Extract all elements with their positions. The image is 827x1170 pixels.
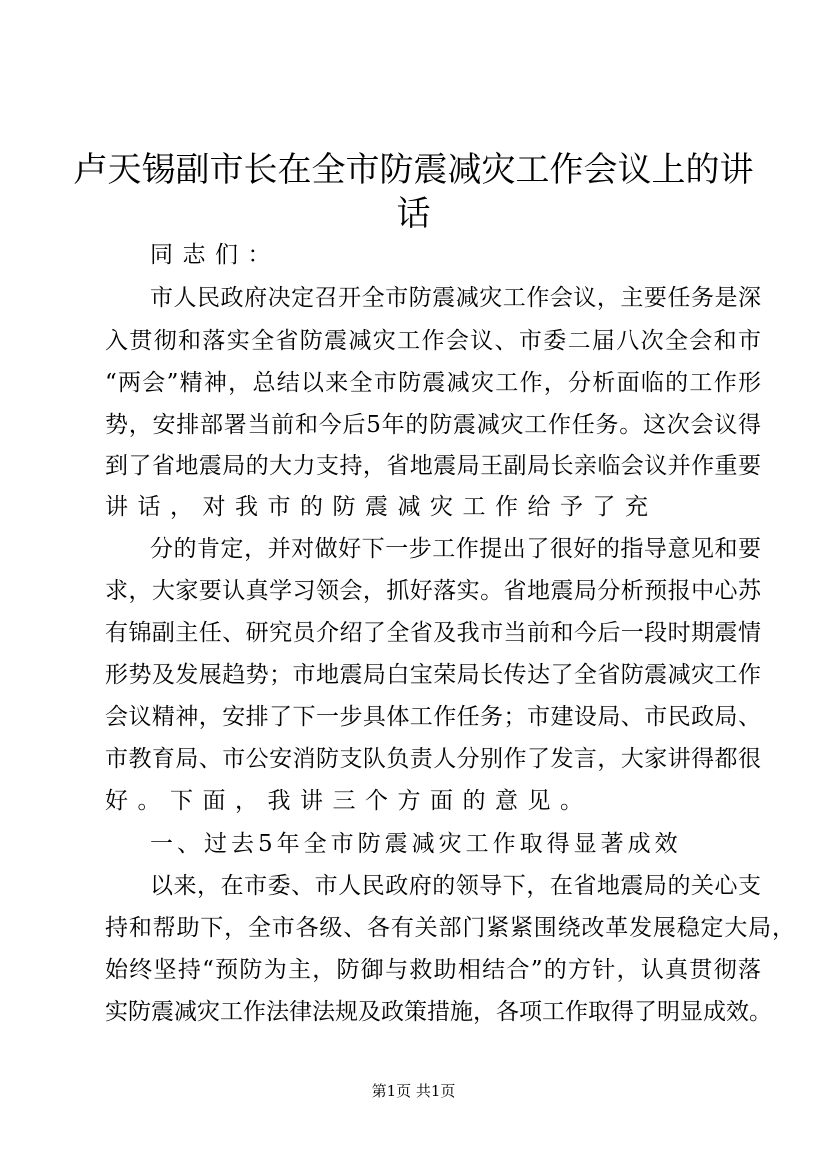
body-line: 会议精神，安排了下一步具体工作任务；市建设局、市民政局、 bbox=[105, 704, 761, 730]
body-line: 以来，在市委、市人民政府的领导下，在省地震局的关心支 bbox=[150, 873, 761, 899]
body-line: 好。下面，我讲三个方面的意见。 bbox=[105, 788, 593, 814]
body-line: 持和帮助下，全市各级、各有关部门紧紧围绕改革发展稳定大局， bbox=[105, 915, 795, 941]
body-line: 分的肯定，并对做好下一步工作提出了很好的指导意见和要 bbox=[150, 536, 761, 562]
body-line: 市教育局、市公安消防支队负责人分别作了发言，大家讲得都很 bbox=[105, 746, 761, 772]
body-line: 求，大家要认真学习领会，抓好落实。省地震局分析预报中心苏 bbox=[105, 578, 761, 604]
body-line: 有锦副主任、研究员介绍了全省及我市当前和今后一段时期震情 bbox=[105, 620, 761, 646]
body-line: “两会”精神，总结以来全市防震减灾工作，分析面临的工作形 bbox=[105, 370, 761, 396]
body-line: 讲话，对我市的防震减灾工作给予了充 bbox=[105, 494, 658, 520]
body-line: 实防震减灾工作法律法规及政策措施，各项工作取得了明显成效。 bbox=[105, 999, 772, 1025]
section-heading: 一、过去5年全市防震减灾工作取得显著成效 bbox=[150, 831, 682, 857]
title-line-2: 话 bbox=[396, 194, 431, 234]
title-line-1: 卢天锡副市长在全市防震减灾工作会议上的讲 bbox=[73, 150, 754, 190]
body-line: 市人民政府决定召开全市防震减灾工作会议，主要任务是深 bbox=[150, 285, 761, 311]
body-line: 形势及发展趋势；市地震局白宝荣局长传达了全省防震减灾工作 bbox=[105, 662, 761, 688]
salutation: 同志们： bbox=[150, 242, 280, 268]
body-line: 入贯彻和落实全省防震减灾工作会议、市委二届八次全会和市 bbox=[105, 328, 761, 354]
body-line: 始终坚持“预防为主，防御与救助相结合”的方针，认真贯彻落 bbox=[105, 957, 761, 983]
page-footer: 第1页 共1页 bbox=[371, 1082, 456, 1100]
body-line: 势，安排部署当前和今后5年的防震减灾工作任务。这次会议得 bbox=[105, 412, 761, 438]
body-line: 到了省地震局的大力支持，省地震局王副局长亲临会议并作重要 bbox=[105, 453, 761, 479]
